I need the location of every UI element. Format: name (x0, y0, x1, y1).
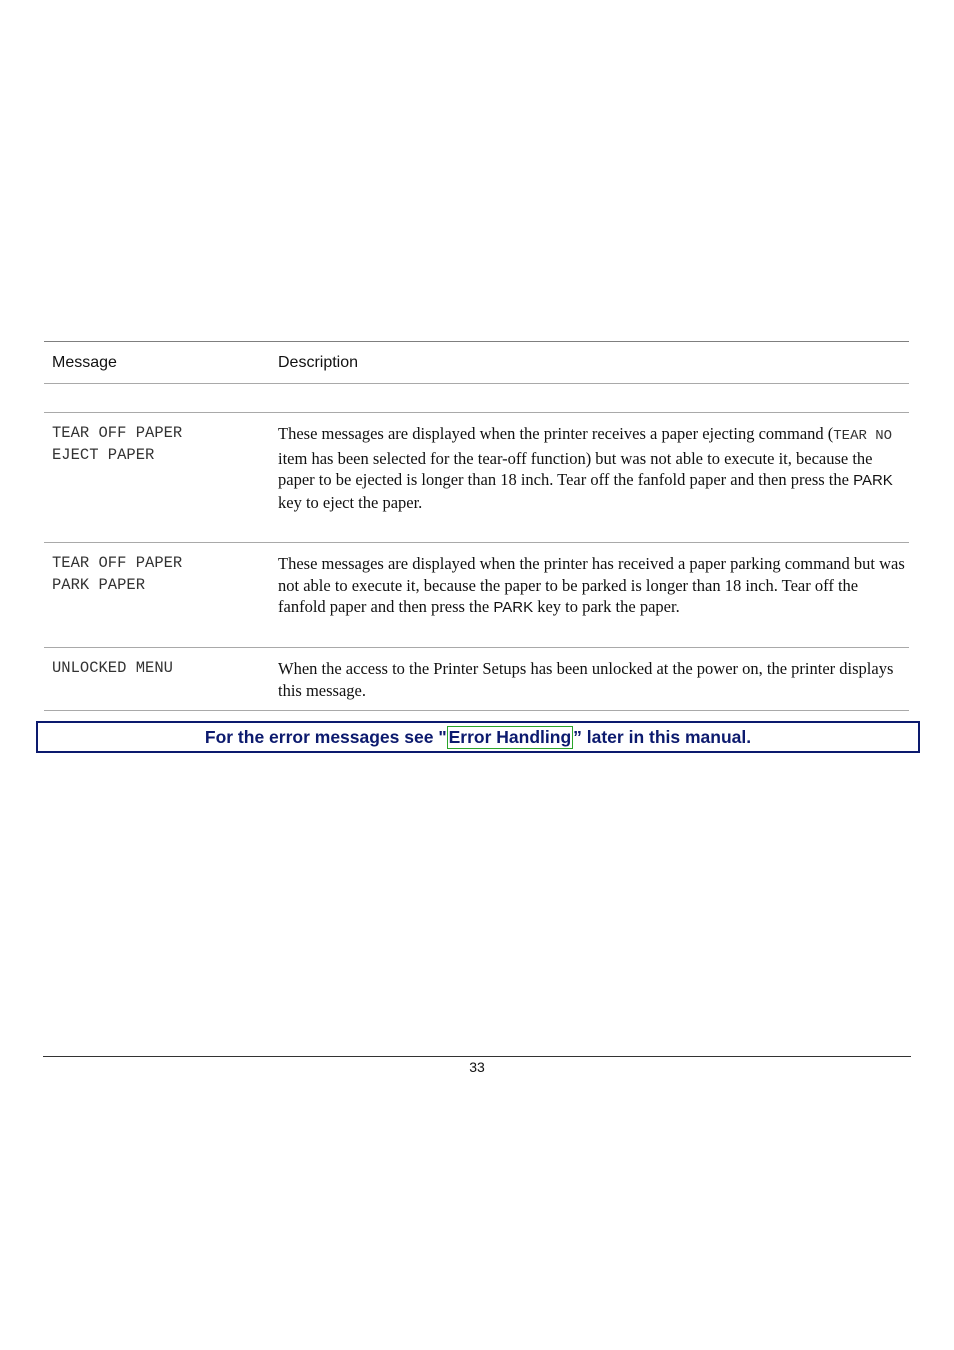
row-2-desc-key: PARK (493, 599, 534, 617)
row-2-message (52, 552, 272, 596)
error-handling-link[interactable]: Error Handling (448, 726, 572, 747)
row-1-desc-code: TEAR NO (833, 428, 893, 444)
footer-rule (43, 1056, 911, 1057)
row-2-rule (44, 647, 909, 648)
row-3-message-line-1: UNLOCKED MENU (52, 659, 173, 677)
row-1-description (278, 423, 906, 513)
row-2-message-line-2: PARK PAPER (52, 576, 146, 594)
row-2-description (278, 553, 906, 619)
row-1-desc-text-1: These messages are displayed when the printer receives a paper ejecting command ( (278, 424, 834, 443)
row-3-description: When the access to the Printer Setups has been unlocked at the power on, the printer displays this message. (278, 659, 894, 700)
page-number: 33 (469, 1059, 485, 1075)
row-2-desc-text-2: key to park the paper. (533, 597, 680, 617)
header-rule (44, 383, 909, 384)
row-1-rule (44, 542, 909, 543)
note-prefix: For the error messages see " (204, 726, 447, 747)
row-2-message-line-1: TEAR OFF PAPER (52, 554, 183, 572)
row-1-message-line-1: TEAR OFF PAPER (52, 424, 183, 442)
row-1-desc-key: PARK (853, 472, 893, 490)
header-description: Description (278, 354, 359, 371)
row-3-rule (44, 710, 909, 711)
row-1-message (52, 422, 272, 466)
error-messages-note (36, 721, 920, 753)
header-message: Message (52, 354, 117, 371)
row-1-desc-text-2: item has been selected for the tear-off function) but was not able to execute it, because the paper to be ejected is longer than 18 inch. Tear off the fanfold paper and then press the (278, 448, 873, 490)
note-suffix: ” later in this manual. (573, 726, 752, 747)
row-1-desc-text-3: key to eject the paper. (278, 492, 423, 512)
row-1-message-line-2: EJECT PAPER (52, 446, 155, 464)
row-2-desc-text-1: These messages are displayed when the printer has received a paper parking command but was not able to execute it, because the paper to be parked is longer than 18 inch. Tear off the fanfold paper and then press the (278, 554, 905, 617)
row-3-message (52, 657, 272, 679)
spacer-rule (44, 412, 909, 413)
table-top-rule (44, 341, 909, 342)
